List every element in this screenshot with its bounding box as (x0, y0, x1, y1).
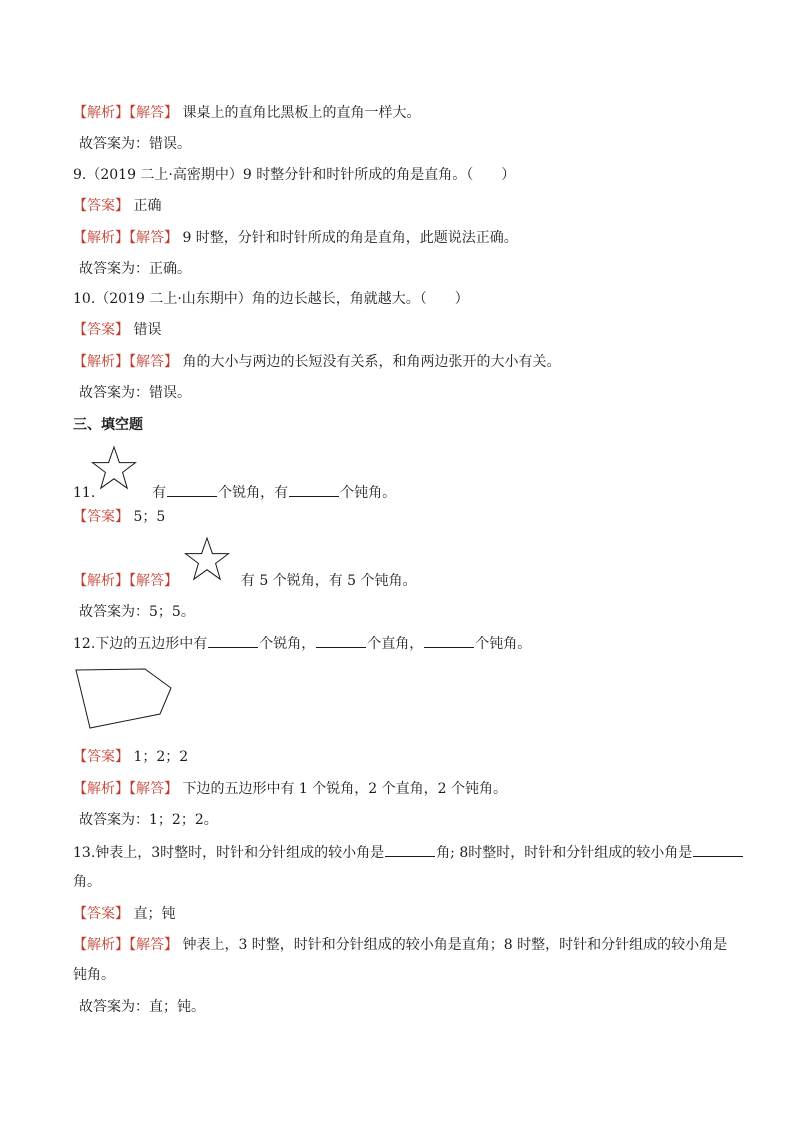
q13-conclusion: 故答案为：直；钝。 (79, 999, 205, 1015)
q12-analysis-line (73, 779, 507, 799)
analysis-tag: 【解析】【解答】 (73, 937, 178, 953)
section-title: 三、填空题 (73, 417, 143, 433)
q12-conclusion: 故答案为：1；2；2。 (79, 812, 218, 828)
answer-text: 1；2；2 (133, 749, 189, 765)
q8-analysis-line (73, 103, 420, 123)
answer-tag: 【答案】 (73, 322, 129, 338)
analysis-tag: 【解析】【解答】 (73, 105, 178, 121)
answer-text: 5；5 (133, 509, 166, 525)
answer-blank[interactable] (693, 842, 743, 857)
q9-conclusion: 故答案为：正确。 (79, 261, 191, 277)
question-number: 11. (73, 485, 96, 501)
q10-analysis-line (73, 352, 560, 372)
q11-conclusion: 故答案为：5；5。 (79, 604, 195, 620)
q13-answer-line (73, 904, 175, 924)
q12-stem: 12.下边的五边形中有 个锐角， 个直角， 个钝角。 (73, 633, 531, 654)
q13-analysis-line (73, 935, 727, 955)
answer-blank[interactable] (208, 633, 258, 648)
q11-stem: 11. 有 个锐角，有 个钝角。 (73, 482, 396, 503)
answer-blank[interactable] (385, 842, 435, 857)
q11-analysis-line (73, 571, 417, 591)
answer-text: 错误 (133, 322, 162, 338)
q9-stem: 9.（2019 二上·高密期中）9 时整分针和时针所成的角是直角。（ ） (73, 167, 516, 183)
q13-analysis-cont: 钝角。 (73, 967, 115, 983)
analysis-text: 角的大小与两边的长短没有关系，和角两边张开的大小有关。 (182, 354, 561, 370)
analysis-tag: 【解析】【解答】 (73, 230, 178, 246)
q10-conclusion: 故答案为：错误。 (79, 385, 191, 401)
answer-tag: 【答案】 (73, 198, 129, 214)
answer-blank[interactable] (316, 633, 366, 648)
answer-tag: 【答案】 (73, 906, 129, 922)
q10-stem: 10.（2019 二上·山东期中）角的边长越长，角就越大。（ ） (73, 291, 469, 307)
analysis-text: 课桌上的直角比黑板上的直角一样大。 (182, 105, 421, 121)
answer-tag: 【答案】 (73, 749, 129, 765)
analysis-text: 9 时整，分针和时针所成的角是直角，此题说法正确。 (182, 230, 518, 246)
analysis-tag: 【解析】【解答】 (73, 781, 178, 797)
analysis-text: 有 5 个锐角，有 5 个钝角。 (240, 573, 417, 589)
analysis-text: 钟表上，3 时整，时针和分针组成的较小角是直角；8 时整，时针和分针组成的较小角是 (182, 937, 728, 953)
answer-tag: 【答案】 (73, 509, 129, 525)
analysis-tag: 【解析】【解答】 (73, 573, 178, 589)
analysis-tag: 【解析】【解答】 (73, 354, 178, 370)
answer-blank[interactable] (289, 482, 339, 497)
q8-conclusion: 故答案为：错误。 (79, 136, 191, 152)
answer-blank[interactable] (167, 482, 217, 497)
q13-stem: 13.钟表上，3时整时，时针和分针组成的较小角是 角; 8时整时，时针和分针组成的较小角是 (73, 842, 744, 863)
q9-answer-line (73, 196, 161, 216)
pentagon-figure (75, 665, 175, 731)
answer-blank[interactable] (424, 633, 474, 648)
analysis-text: 下边的五边形中有 1 个锐角，2 个直角，2 个钝角。 (182, 781, 507, 797)
q11-answer-line (73, 507, 165, 527)
q9-analysis-line (73, 228, 518, 248)
q12-answer-line (73, 747, 188, 767)
answer-text: 直；钝 (133, 906, 176, 922)
q10-answer-line (73, 320, 161, 340)
q13-stem-cont: 角。 (73, 874, 101, 890)
answer-text: 正确 (133, 198, 162, 214)
